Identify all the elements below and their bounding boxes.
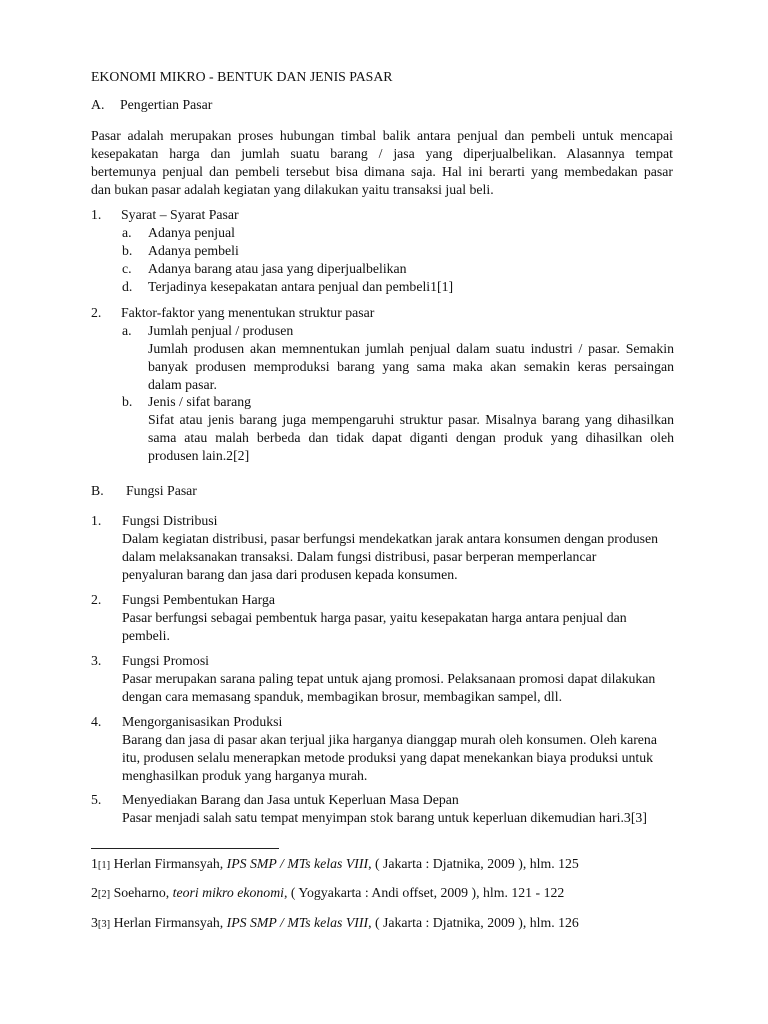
paragraph-line: Jumlah produsen akan memnentukan jumlah penjual dalam suatu industri / pasar. Semakin (148, 341, 674, 356)
paragraph-line: produsen lain.2[2] (148, 448, 250, 463)
footnote-ref[interactable]: 3 (623, 810, 631, 825)
list-number: 4. (91, 714, 102, 729)
list-heading: Menyediakan Barang dan Jasa untuk Keperluan Masa Depan (122, 792, 459, 807)
footnote-title: IPS SMP / MTs kelas VIII (226, 915, 369, 930)
paragraph-line: Dalam kegiatan distribusi, pasar berfungsi mendekatkan jarak antara konsumen dengan produsen (122, 531, 658, 546)
list-heading: Mengorganisasikan Produksi (122, 714, 283, 729)
paragraph-line: bertemunya penjual dan pembeli tersebut bisa dimana saja. Hal ini berarti yang membedakan pasar (91, 164, 673, 179)
paragraph-line: Pasar berfungsi sebagai pembentuk harga pasar, yaitu kesepakatan harga antara penjual dan (122, 610, 627, 625)
section-a-heading: Pengertian Pasar (120, 97, 213, 112)
footnote-separator (91, 848, 279, 849)
paragraph-line: itu, produsen selalu menerapkan metode produksi yang dapat menekankan biaya produksi untuk (122, 750, 654, 765)
paragraph-line: Pasar menjadi salah satu tempat menyimpan stok barang untuk keperluan dikemudian hari.3[3] (122, 810, 647, 825)
footnote: 2[2] Soeharno, teori mikro ekonomi, ( Yogyakarta : Andi offset, 2009 ), hlm. 121 - 122 (91, 885, 565, 900)
paragraph-line: pembeli. (122, 628, 170, 643)
paragraph-line: sama atau malah berbeda dan tidak dapat diganti dengan produk yang dihasilkan oleh (148, 430, 674, 445)
footnote-backlink[interactable]: [3] (97, 919, 111, 930)
footnote-title: IPS SMP / MTs kelas VIII (226, 856, 369, 871)
paragraph-line: banyak produsen memproduksi barang yang sama maka akan semakin keras persaingan (148, 359, 674, 374)
footnote: 1[1] Herlan Firmansyah, IPS SMP / MTs kelas VIII, ( Jakarta : Djatnika, 2009 ), hlm. 125 (91, 856, 579, 871)
list-number: 1. (91, 513, 102, 528)
list-number: 1. (91, 207, 102, 222)
section-b-label: B. (91, 483, 104, 498)
paragraph-line: penyaluran barang dan jasa dari produsen kepada konsumen. (122, 567, 458, 582)
footnote-link[interactable]: [2] (233, 448, 250, 463)
footnote-ref[interactable]: 1 (430, 279, 438, 294)
list-item: Adanya penjual (148, 225, 235, 240)
list-item: Jenis / sifat barang (148, 394, 252, 409)
paragraph-line: dengan cara memasang spanduk, membagikan brosur, membagikan sampel, dll. (122, 689, 563, 704)
footnote-backlink[interactable]: [1] (97, 860, 111, 871)
list-heading: Fungsi Promosi (122, 653, 210, 668)
list-number: 2. (91, 305, 102, 320)
paragraph-line: dan bukan pasar adalah kegiatan yang dilakukan yaitu transaksi jual beli. (91, 182, 494, 197)
list-heading: Syarat – Syarat Pasar (121, 207, 239, 222)
list-heading: Faktor-faktor yang menentukan struktur pasar (121, 305, 375, 320)
list-item: Terjadinya kesepakatan antara penjual dan pembeli1[1] (148, 279, 454, 294)
list-item-label: b. (122, 243, 133, 258)
footnote-title: teori mikro ekonomi (172, 885, 284, 900)
list-number: 2. (91, 592, 102, 607)
paragraph-line: menghasilkan produk yang harganya murah. (122, 768, 368, 783)
footnote-number[interactable]: 3 (91, 915, 98, 930)
list-item: Adanya barang atau jasa yang diperjualbelikan (148, 261, 407, 276)
footnote: 3[3] Herlan Firmansyah, IPS SMP / MTs kelas VIII, ( Jakarta : Djatnika, 2009 ), hlm. 126 (91, 915, 579, 930)
list-item: Jumlah penjual / produsen (148, 323, 294, 338)
paragraph-line: Pasar adalah merupakan proses hubungan timbal balik antara penjual dan pembeli untuk mencapai (91, 128, 673, 143)
section-b-heading: Fungsi Pasar (126, 483, 197, 498)
section-a-label: A. (91, 97, 105, 112)
list-heading: Fungsi Pembentukan Harga (122, 592, 276, 607)
paragraph-line: Barang dan jasa di pasar akan terjual jika harganya dianggap murah oleh konsumen. Oleh karena (122, 732, 657, 747)
list-item-label: a. (122, 225, 132, 240)
list-item-label: b. (122, 394, 133, 409)
list-number: 5. (91, 792, 102, 807)
footnote-ref[interactable]: 2 (226, 448, 234, 463)
paragraph-line: Sifat atau jenis barang juga mempengaruhi struktur pasar. Misalnya barang yang dihasilkan (148, 412, 674, 427)
list-item-label: a. (122, 323, 132, 338)
paragraph-line: Pasar merupakan sarana paling tepat untuk ajang promosi. Pelaksanaan promosi dapat dilakukan (122, 671, 656, 686)
footnote-backlink[interactable]: [2] (97, 889, 111, 900)
footnote-link[interactable]: [1] (437, 279, 454, 294)
document-title: EKONOMI MIKRO - BENTUK DAN JENIS PASAR (91, 69, 393, 84)
footnote-number[interactable]: 1 (91, 856, 98, 871)
list-heading: Fungsi Distribusi (122, 513, 218, 528)
list-item-label: c. (122, 261, 132, 276)
footnote-number[interactable]: 2 (91, 885, 98, 900)
paragraph-line: dalam pasar. (148, 377, 217, 392)
footnote-link[interactable]: [3] (630, 810, 647, 825)
list-number: 3. (91, 653, 102, 668)
paragraph-line: kesepakatan harga dan jumlah suatu barang / jasa yang diperjualbelikan. Alasannya tempat (91, 146, 673, 161)
list-item-label: d. (122, 279, 133, 294)
paragraph-line: dalam melaksanakan transaksi. Dalam fungsi distribusi, pasar berperan memperlancar (122, 549, 597, 564)
list-item: Adanya pembeli (148, 243, 239, 258)
